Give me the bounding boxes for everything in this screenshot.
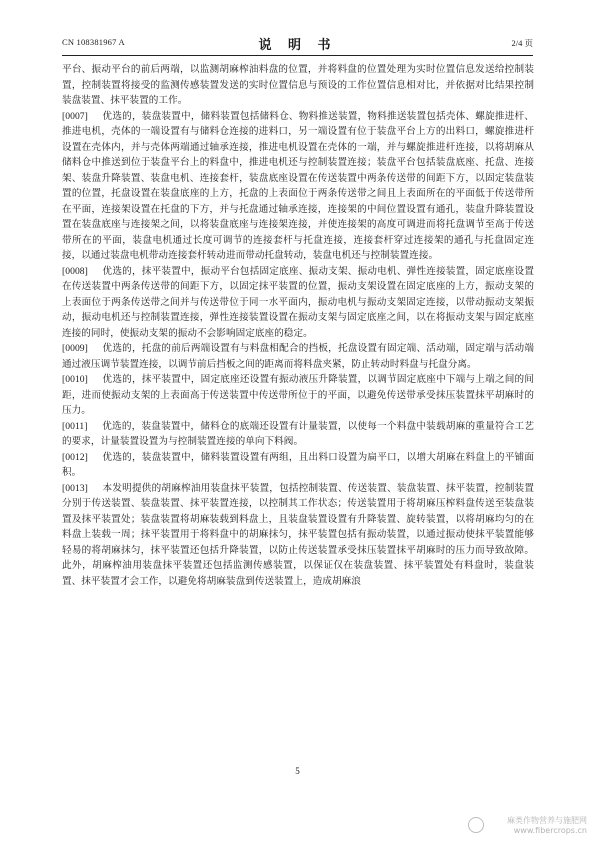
document-title: 说 明 书	[258, 38, 337, 53]
paragraph-text: 优选的，装盘装置中，储料装置包括储料仓、物料推送装置，物料推送装置包括壳体、螺旋推进杆、推进电机，壳体的一端设置有与储料仓连接的进料口，另一端设置有位于装盘平台上方的出料口，螺旋推进杆设置在壳体内，并与壳体两端通过轴承连接，推进电机设置在壳体的一端，并与螺旋推进杆连接，以将胡麻从储料仓中推送到位于装盘平台上的料盘中，推进电机还与控制装置连接；装盘平台包括装盘底座、托盘、连接架、装盘升降装置、装盘电机、连接套杆，装盘底座设置在传送装置中两条传送带的间距下方，以固定装盘装置的位置，托盘设置在装盘底座的上方，托盘的上表面位于两条传送带之间且上表面所在的平面低于传送带所在平面，连接架设置在托盘的下方，并与托盘通过轴承连接，连接架的中间位置设置有通孔，装盘升降装置设置在装盘底座与连接架之间，以将装盘底座与连接架连接，并使连接架的高度可调进而将托盘调节至高于传送带所在的平面，装盘电机通过长度可调节的连接套杆与托盘连接，连接套杆穿过连接架的通孔与托盘固定连接，以通过装盘电机带动连接套杆转动进而带动托盘转动，装盘电机还与控制装置连接。	[62, 110, 534, 261]
document-body	[62, 62, 534, 589]
paragraph	[62, 109, 534, 264]
watermark-text: 麻类作物营养与施肥网	[507, 816, 587, 825]
paragraph	[62, 264, 534, 342]
paragraph	[62, 62, 534, 109]
watermark	[507, 816, 587, 836]
paragraph	[62, 372, 534, 419]
paragraph-number: [0010]	[62, 374, 88, 385]
paragraph-number: [0007]	[62, 110, 88, 122]
watermark-logo-icon	[468, 817, 484, 833]
paragraph-number: [0011]	[62, 420, 88, 432]
paragraph-number: [0009]	[62, 343, 88, 354]
paragraph-number: [0012]	[62, 451, 88, 463]
paragraph-text: 优选的，装盘装置中，储料装置设置有两组，且出料口设置为扁平口，以增大胡麻在料盘上的平铺面积。	[62, 451, 534, 478]
header-rule	[62, 55, 533, 56]
paragraph-text: 本发明提供的胡麻榨油用装盘抹平装置，包括控制装置、传送装置、装盘装置、抹平装置，控制装置分别于传送装置、装盘装置、抹平装置连接，以控制其工作状态；传送装置用于将胡麻压榨料盘传送至装盘装置及抹平装置处；装盘装置将胡麻装载到料盘上，且装盘装置设置有升降装置、旋转装置，以将胡麻均匀的在料盘上装载一周；抹平装置用于将料盘中的胡麻抹匀，抹平装置包括有振动装置，以通过振动使抹平装置能够轻易的将胡麻抹匀，抹平装置还包括升降装置，以防止传送装置承受抹压装置抹平胡麻时的压力而导致故障。此外，胡麻榨油用装盘抹平装置还包括监测传感装置，以保证仅在装盘装置、抹平装置处有料盘时，装盘装置、抹平装置才会工作，以避免将胡麻装盘到传送装置上，造成胡麻浪	[62, 482, 534, 587]
paragraph-text: 平台、振动平台的前后两端，以监测胡麻榨油料盘的位置，并将料盘的位置处理为实时位置信息发送给控制装置，控制装置将接受的监测传感装置发送的实时位置信息与预设的工作位置信息相对比，并依据对比结果控制装盘装置、抹平装置的工作。	[62, 64, 534, 106]
paragraph	[62, 419, 534, 450]
page-header	[62, 34, 533, 53]
watermark-url: www.fibercrops.cn	[513, 826, 587, 835]
paragraph-text: 优选的，抹平装置中，固定底座还设置有振动液压升降装置，以调节固定底座中下端与上端之间的间距，进而使振动支架的上表面高于传送装置中传送带所位于的平面，以避免传送带承受抹压装置抹平胡麻时的压力。	[62, 374, 534, 416]
paragraph	[62, 481, 534, 590]
paragraph	[62, 450, 534, 481]
page-number: 5	[295, 766, 300, 776]
paragraph	[62, 341, 534, 372]
paragraph-text: 优选的，托盘的前后两端设置有与料盘相配合的挡板，托盘设置有固定端、活动端，固定端与活动端通过液压调节装置连接，以调节前后挡板之间的距离而将料盘夹紧，防止转动时料盘与托盘分离。	[62, 343, 534, 370]
page-info: 2/4 页	[511, 38, 533, 48]
patent-number: CN 108381967 A	[62, 37, 125, 47]
paragraph-text: 优选的，抹平装置中，振动平台包括固定底座、振动支架、振动电机、弹性连接装置，固定底座设置在传送装置中两条传送带的间距下方，以固定抹平装置的位置，振动支架设置在固定底座的上方，振动支架的上表面位于两条传送带之间并与传送带位于同一水平面内，振动电机与振动支架固定连接，以带动振动支架振动，振动电机还与控制装置连接，弹性连接装置设置在振动支架与固定底座之间，以在将振动支架与固定底座连接的同时，使振动支架的振动不会影响固定底座的稳定。	[62, 265, 534, 339]
paragraph-number: [0008]	[62, 265, 88, 277]
paragraph-text: 优选的，装盘装置中，储料仓的底端还设置有计量装置，以使每一个料盘中装载胡麻的重量符合工艺的要求，计量装置设置为与控制装置连接的单向下料阀。	[62, 420, 534, 447]
paragraph-number: [0013]	[62, 482, 88, 494]
